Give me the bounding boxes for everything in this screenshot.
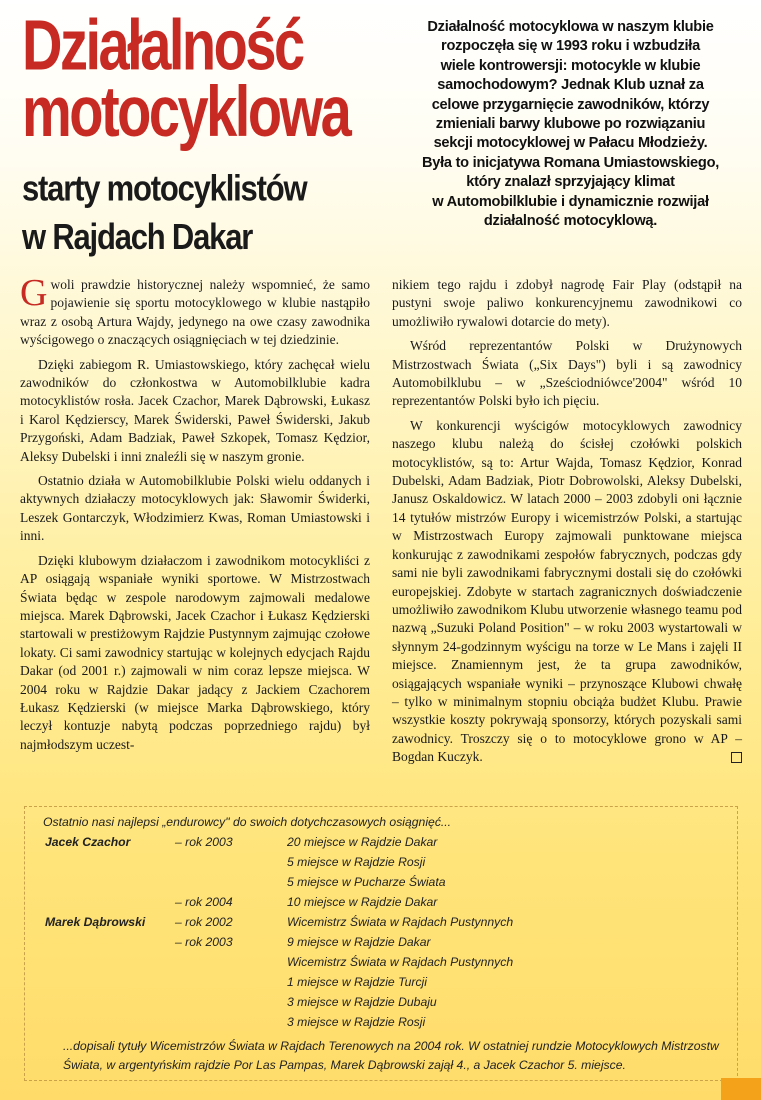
intro-line: w Automobilklubie i dynamicznie rozwijał (432, 193, 709, 210)
article-title (22, 4, 350, 152)
result-year: – rok 2003 (175, 935, 233, 949)
results-row (25, 995, 739, 1015)
result-text: 9 miejsce w Rajdzie Dakar (287, 935, 431, 949)
intro-line: Działalność motocyklowa w naszym klubie (427, 19, 714, 35)
intro-line: rozpoczęła się w 1993 roku i wzbudziła (441, 38, 700, 55)
results-box-heading: Ostatnio nasi najlepsi „endurowcy" do swoich dotychczasowych osiągnięć... (43, 815, 452, 829)
intro-line: sekcji motocyklowej w Pałacu Młodzieży. (433, 135, 708, 152)
result-text: 10 miejsce w Rajdzie Dakar (287, 895, 438, 909)
end-of-article-square-icon (731, 752, 742, 763)
result-year: – rok 2003 (175, 835, 233, 849)
intro-line: który znalazł sprzyjający klimat (466, 174, 675, 191)
intro-line: Była to inicjatywa Romana Umiastowskiego, (421, 154, 720, 171)
body-column-right (392, 276, 742, 773)
article-subtitle (22, 164, 306, 261)
body-column-left (20, 272, 370, 760)
paragraph-text: woli prawdzie historycznej należy wspomnieć, że samo pojawienie się sportu motocyklowego w klubie nastąpiło wraz z osobą Artura Wajdy, jedynego na owe czasy zawodnika wyścigowego o znaczących osiągnięciach w tej dziedzinie. (20, 277, 370, 348)
result-text: Wicemistrz Świata w Rajdach Pustynnych (287, 915, 514, 929)
intro-line: zmieniali barwy klubowe po rozwiązaniu (435, 116, 706, 133)
body-paragraph (20, 272, 370, 350)
results-row (25, 875, 739, 895)
result-text: 5 miejsce w Rajdzie Rosji (287, 855, 426, 869)
results-row (25, 975, 739, 995)
results-box-footer: ...dopisali tytuły Wicemistrzów Świata w Rajdach Terenowych na 2004 rok. W ostatniej rundzie Motocyklowych Mistrzostw Świata, w argentyńskim rajdzie Por Las Pampas, Marek Dąbrowski zajął 4., a Jacek Czachor 5. miejsce. (63, 1039, 719, 1072)
body-paragraph: nikiem tego rajdu i zdobył nagrodę Fair Play (odstąpił na pustyni swoje paliwo konkurencyjnemu zawodnikowi co umożliwiło rywalowi dotarcie do mety). (392, 277, 742, 329)
title-line-2: motocyklowa (22, 70, 350, 152)
results-box (24, 806, 738, 1081)
intro-line: celowe przygarnięcie zawodników, którzy (431, 96, 710, 113)
results-row (25, 835, 739, 855)
body-paragraph: Ostatnio działa w Automobilklubie Polski wielu oddanych i aktywnych działaczy motocyklowych jak: Sławomir Świderki, Leszek Gontarczyk, Włodzimierz Kwas, Roman Umiastowski i inni. (20, 473, 370, 544)
rider-name: Jacek Czachor (45, 835, 131, 849)
subtitle-line-1: starty motocyklistów (22, 167, 307, 209)
intro-line: wiele kontrowersji: motocykle w klubie (440, 57, 701, 74)
body-paragraph: Dzięki zabiegom R. Umiastowskiego, który zachęcał wielu zawodników do członkostwa w Automobilklubie kadra motocyklistów rosła. Jacek Czachor, Marek Dąbrowski, Łukasz i Karol Kędzierscy, Marek Świderski, Paweł Świderski, Jakub Przygoński, Adam Badziak, Paweł Szkopek, Tomasz Kędzior, Aleksy Dubelski i inni znaleźli się w naszym gronie. (20, 356, 370, 464)
result-text: 5 miejsce w Pucharze Świata (287, 875, 446, 889)
title-line-1: Działalność (22, 4, 303, 85)
result-year: – rok 2002 (175, 915, 233, 929)
intro-line: działalność motocyklową. (483, 213, 658, 230)
drop-cap: G (20, 272, 48, 314)
rider-name: Marek Dąbrowski (45, 915, 146, 929)
results-row (25, 895, 739, 915)
results-row (25, 935, 739, 955)
results-row (25, 1015, 739, 1035)
intro-lead (398, 18, 743, 231)
results-row (25, 955, 739, 975)
result-text: 1 miejsce w Rajdzie Turcji (287, 975, 427, 989)
results-row (25, 855, 739, 875)
result-year: – rok 2004 (175, 895, 233, 909)
intro-line: samochodowym? Jednak Klub uznał za (437, 77, 704, 94)
body-paragraph: Dzięki klubowym działaczom i zawodnikom motocykliści z AP osiągają wspaniałe wyniki sportowe. W Mistrzostwach Świata będąc w zespole narodowym zajmowali medalowe miejsca. Marek Dąbrowski, Jacek Czachor i Łukasz Kędzierski startowali w prestiżowym Rajdzie Pustynnym zajmując czołowe lokaty. Ci sami zawodnicy startując w kolejnych edycjach Rajdu Dakar (od 2001 r.) zajmowali w nim coraz lepsze miejsca. W 2004 roku w Rajdzie Dakar jadący z Jackiem Czachorem Łukasz Kędzierski (w miejsce Marka Dąbrowskiego, który leczył kontuzje nabytą podczas poprzedniego rajdu) był najmłodszym uczest- (20, 552, 370, 752)
paragraph-text: W konkurencji wyścigów motocyklowych zawodnicy naszego klubu należą do ścisłej czołówki polskich motocyklistów, są to: Artur Wajda, Tomasz Kędzior, Konrad Dubelski, Adam Badziak, Piotr Dobrowolski, Aleksy Dubelski, Janusz Oskaldowicz. W latach 2000 – 2003 zdobyli oni łącznie 14 tytułów mistrzów Europy i wicemistrzów Polski, a startując w Mistrzostwach Europy zajmowali punktowane miejsca konkurując z zawodnikami zespołów fabrycznych, podczas gdy sami nie byli zawodnikami fabrycznymi dostali się do czołówki europejskiej. Zdobyte w startach zagranicznych doświadczenie umożliwiło zawodnikom Klubu utworzenie własnego teamu pod nazwą „Suzuki Poland Position" – w roku 2003 wystartowali w słynnym 24-godzinnym wyścigu na torze w Le Mans i zajęli II miejsce. Znamiennym jest, że ta grupa zawodników, osiągających wspaniałe wyniki – przynoszące Klubowi chwałę – tylko w minimalnym stopniu obciąża budżet Klubu. Prawie wszystkie koszty pokrywają sponsorzy, których pozyskali sami zawodnicy. Troszczy się o to motocyklowe grono w AP – Bogdan Kuczyk. (392, 417, 742, 765)
subtitle-line-2: w Rajdach Dakar (22, 215, 253, 258)
result-text: 3 miejsce w Rajdzie Rosji (287, 1015, 426, 1029)
body-paragraph: Wśród reprezentantów Polski w Drużynowych Mistrzostwach Świata („Six Days") byli i są zawodnicy Automobilklubu – w „Sześciodniówce'2004" wśród 10 reprezentantów Polski było ich pięciu. (392, 338, 742, 409)
results-row (25, 915, 739, 935)
body-paragraph (392, 417, 742, 767)
result-text: Wicemistrz Świata w Rajdach Pustynnych (287, 955, 514, 969)
result-text: 20 miejsce w Rajdzie Dakar (287, 835, 438, 849)
result-text: 3 miejsce w Rajdzie Dubaju (287, 995, 437, 1009)
page-corner-tab (721, 1078, 761, 1100)
